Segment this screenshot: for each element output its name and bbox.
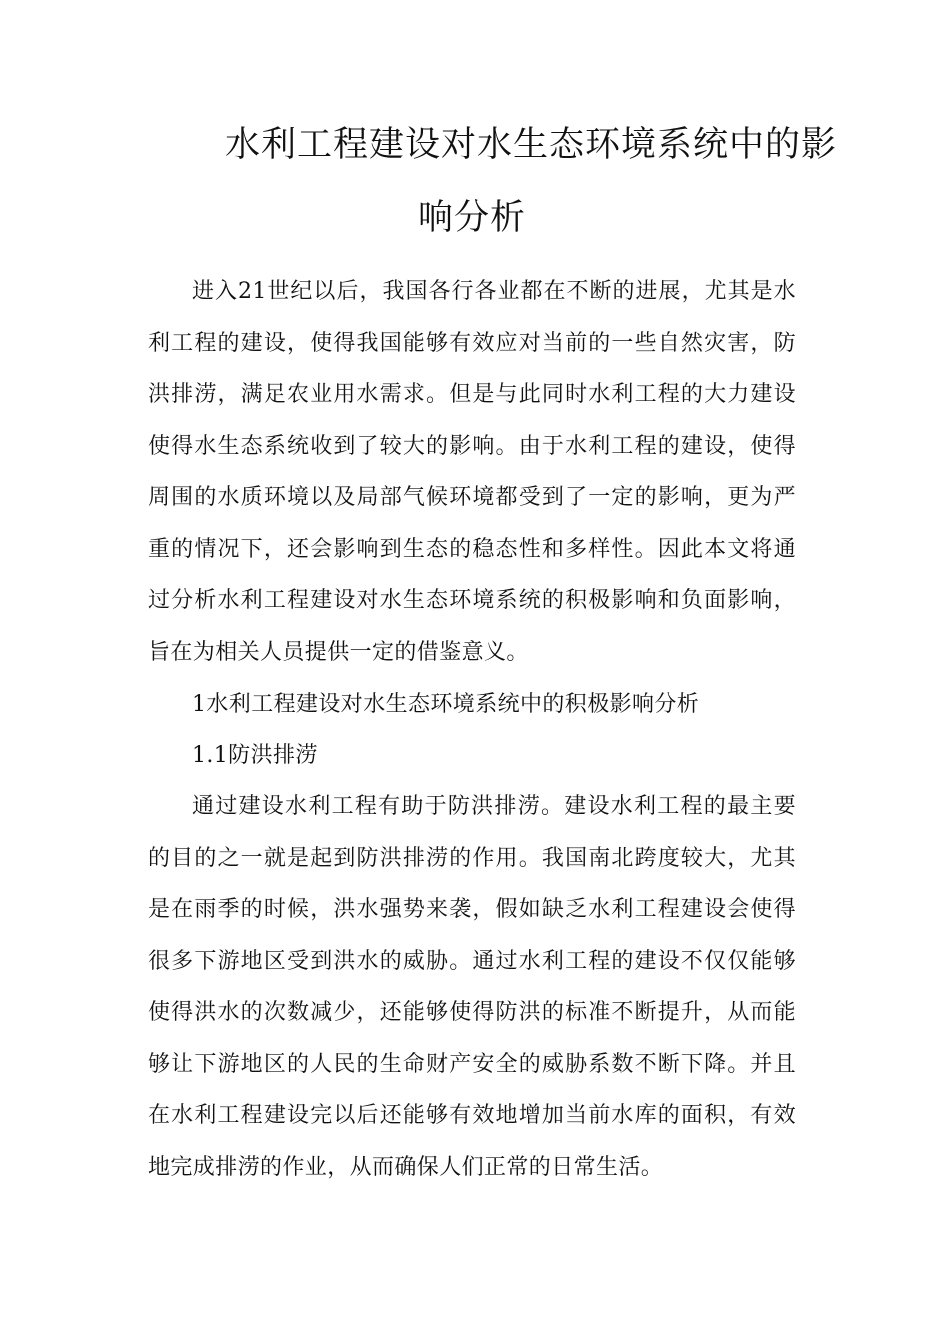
document-title-line-1: 水利工程建设对水生态环境系统中的影: [225, 125, 838, 165]
intro-paragraph: 进入21世纪以后，我国各行各业都在不断的进展，尤其是水利工程的建设，使得我国能够有效应对当前的一些自然灾害，防洪排涝，满足农业用水需求。但是与此同时水利工程的大力建设使得水生态系统收到了较大的影响。由于水利工程的建设，使得周围的水质环境以及局部气候环境都受到了一定的影响，更为严重的情况下，还会影响到生态的稳态性和多样性。因此本文将通过分析水利工程建设对水生态环境系统的积极影响和负面影响，旨在为相关人员提供一定的借鉴意义。: [148, 279, 796, 665]
subsection-heading: 1.1防洪排涝: [192, 743, 318, 768]
section-heading: 1水利工程建设对水生态环境系统中的积极影响分析: [192, 692, 700, 717]
document-title-line-2: 响分析: [417, 198, 526, 238]
body-paragraph: 通过建设水利工程有助于防洪排涝。建设水利工程的最主要的目的之一就是起到防洪排涝的作用。我国南北跨度较大，尤其是在雨季的时候，洪水强势来袭，假如缺乏水利工程建设会使得很多下游地区受到洪水的威胁。通过水利工程的建设不仅仅能够使得洪水的次数减少，还能够使得防洪的标准不断提升，从而能够让下游地区的人民的生命财产安全的威胁系数不断下降。并且在水利工程建设完以后还能够有效地增加当前水库的面积，有效地完成排涝的作业，从而确保人们正常的日常生活。: [148, 794, 796, 1180]
